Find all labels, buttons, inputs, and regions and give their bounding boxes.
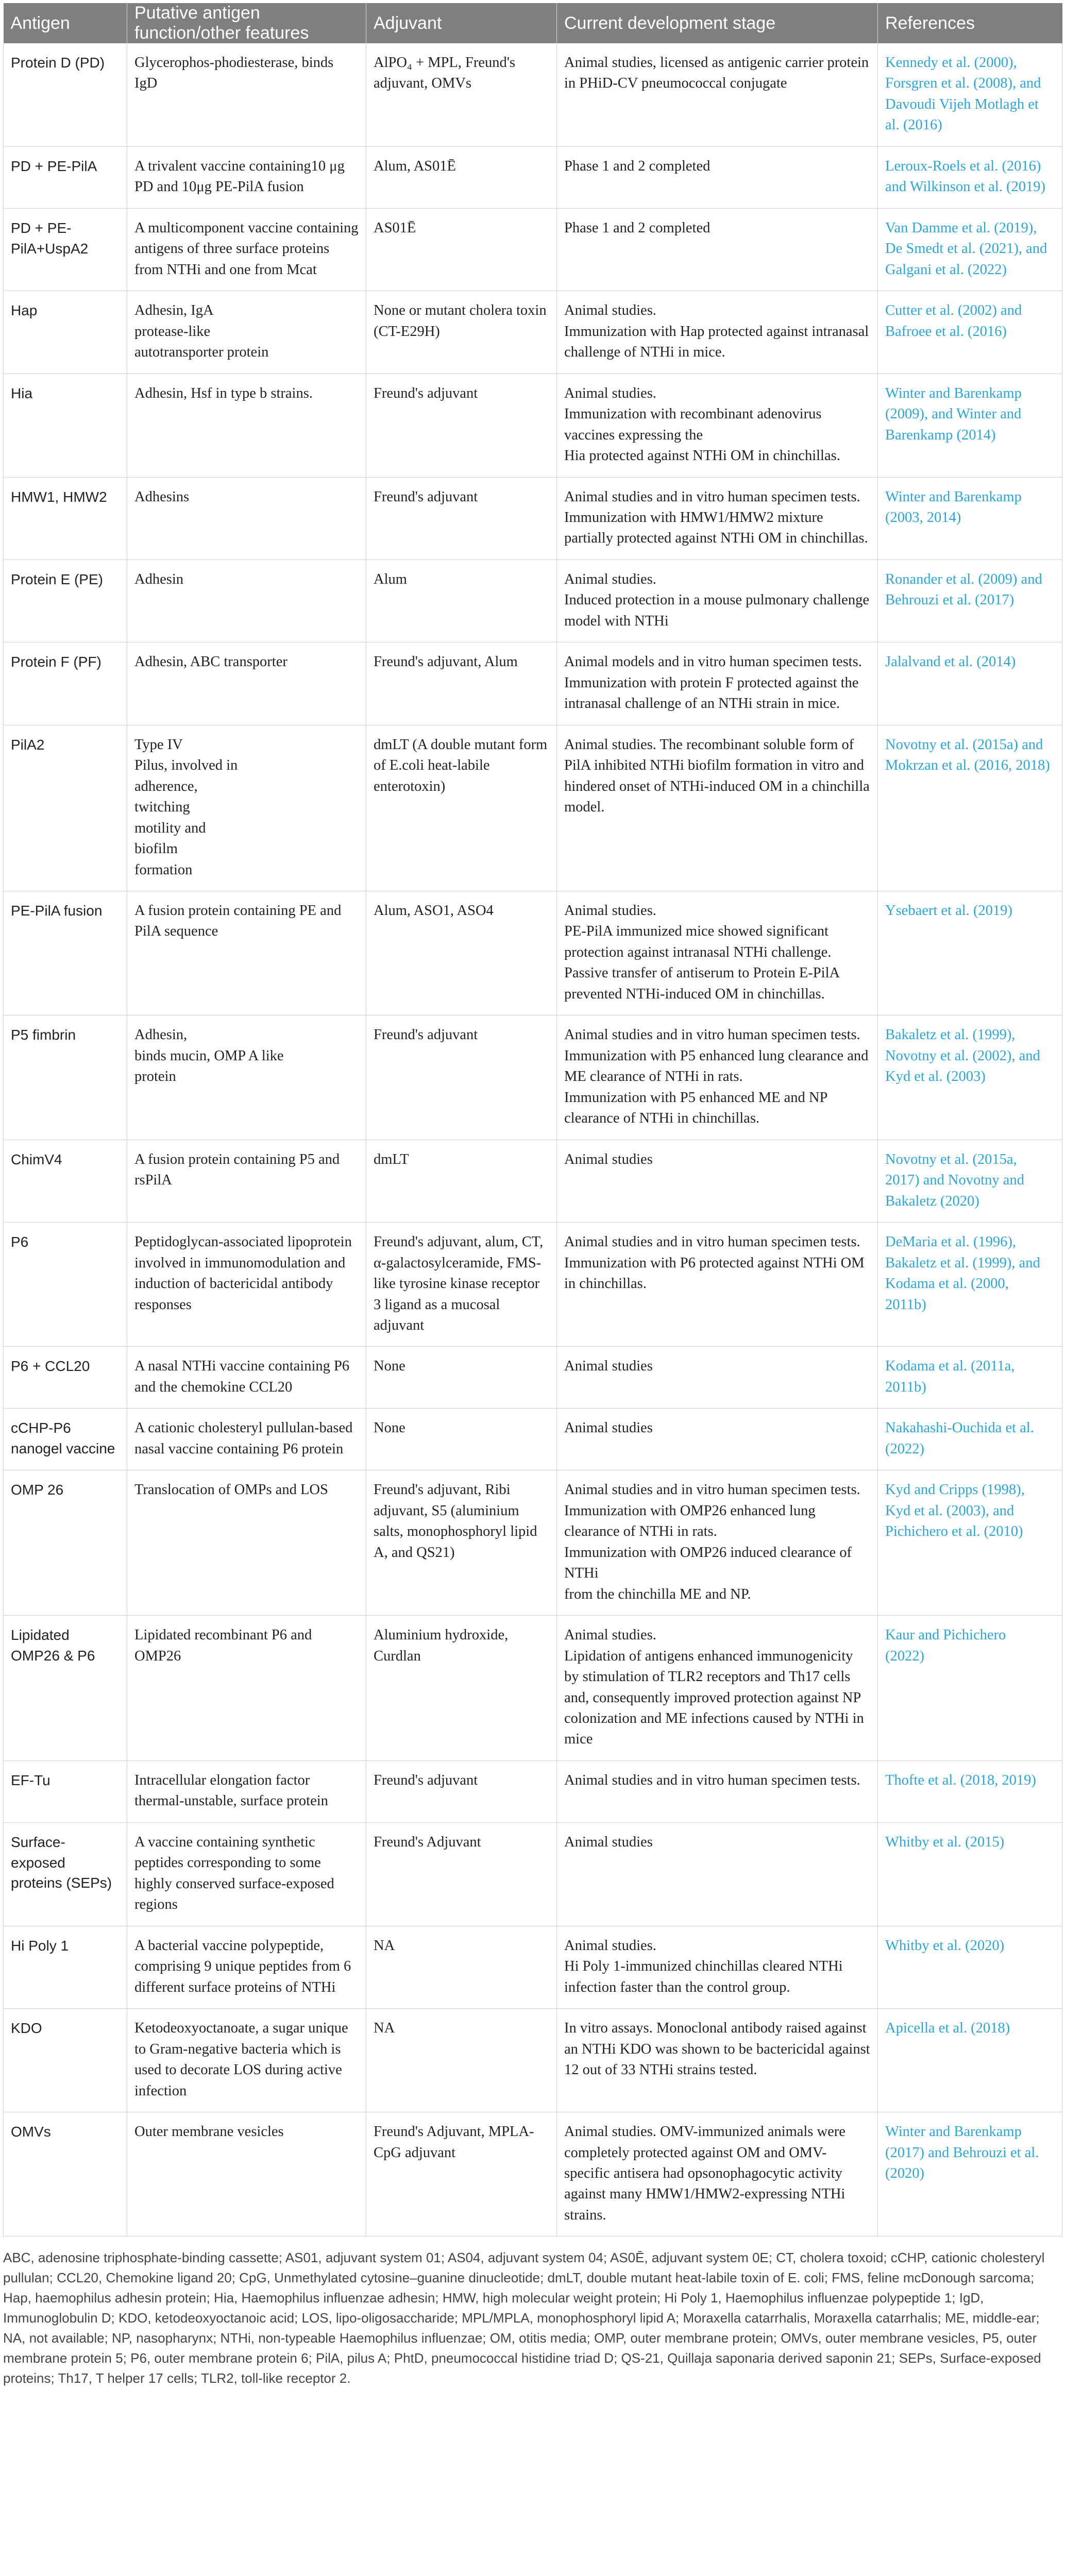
cell-references[interactable] bbox=[878, 1223, 1062, 1347]
cell-function bbox=[127, 1822, 366, 1926]
cell-stage bbox=[557, 146, 878, 208]
reference-link[interactable]: Whitby et al. (2015) bbox=[885, 1834, 1005, 1850]
cell-antigen: EF-Tu bbox=[4, 1760, 127, 1822]
reference-link[interactable]: Kennedy et al. (2000), bbox=[885, 55, 1017, 71]
reference-link[interactable]: Kyd et al. (2003), and bbox=[885, 1502, 1015, 1519]
cell-function-line: A fusion protein containing PE and PilA sequence bbox=[134, 903, 342, 940]
cell-adjuvant bbox=[366, 1140, 557, 1222]
cell-function-line: motility and bbox=[134, 820, 206, 836]
header-function: Putative antigen function/other features bbox=[127, 3, 366, 43]
cell-references[interactable] bbox=[878, 146, 1062, 208]
cell-stage-line: Animal studies and in vitro human specimen tests. bbox=[564, 1027, 860, 1043]
reference-link[interactable]: Bakaletz et al. (1999), bbox=[885, 1027, 1016, 1043]
cell-adjuvant-line: Freund's adjuvant bbox=[374, 385, 478, 401]
cell-adjuvant-line: NA bbox=[374, 2020, 395, 2037]
cell-stage bbox=[557, 1760, 878, 1822]
cell-antigen: Protein D (PD) bbox=[4, 43, 127, 146]
cell-function-line: A bacterial vaccine polypeptide, comprising 9 unique peptides from 6 different surface proteins of NTHi bbox=[134, 1937, 351, 1995]
cell-antigen: P5 fimbrin bbox=[4, 1015, 127, 1140]
cell-references[interactable] bbox=[878, 374, 1062, 477]
cell-function-line: A fusion protein containing P5 and rsPilA bbox=[134, 1151, 340, 1189]
table-row bbox=[4, 1015, 1062, 1140]
reference-link[interactable]: Winter and Barenkamp bbox=[885, 2124, 1022, 2140]
cell-stage bbox=[557, 1347, 878, 1409]
reference-link[interactable]: Cutter et al. (2002) and bbox=[885, 302, 1022, 319]
cell-stage-line: Immunization with Hap protected against intranasal challenge of NTHi in mice. bbox=[564, 323, 869, 361]
cell-references[interactable] bbox=[878, 1140, 1062, 1222]
cell-stage-line: Phase 1 and 2 completed bbox=[564, 219, 711, 236]
header-stage: Current development stage bbox=[557, 3, 878, 43]
cell-stage bbox=[557, 1616, 878, 1761]
cell-adjuvant-line: Alum, AS01Ē bbox=[374, 158, 456, 174]
cell-adjuvant bbox=[366, 291, 557, 374]
cell-antigen: Surface-exposed proteins (SEPs) bbox=[4, 1822, 127, 1926]
cell-function-line: Adhesin bbox=[134, 571, 183, 587]
cell-function bbox=[127, 725, 366, 891]
reference-link[interactable]: Ronander et al. (2009) and bbox=[885, 571, 1042, 587]
cell-function-line: autotransporter protein bbox=[134, 344, 269, 361]
reference-link[interactable]: Kodama et al. (2000, bbox=[885, 1276, 1009, 1292]
cell-stage-line: Immunization with OMP26 enhanced lung clearance of NTHi in rats. bbox=[564, 1502, 816, 1540]
cell-function bbox=[127, 891, 366, 1015]
cell-references[interactable] bbox=[878, 1470, 1062, 1616]
cell-stage bbox=[557, 374, 878, 477]
cell-function-line: Adhesin, ABC transporter bbox=[134, 654, 288, 670]
cell-adjuvant-line: Freund's adjuvant, alum, CT, α-galactosylceramide, FMS-like tyrosine kinase receptor 3 ligand as a mucosal adjuvant bbox=[374, 1234, 544, 1333]
cell-function bbox=[127, 1926, 366, 2008]
cell-stage-line: Immunization with HMW1/HMW2 mixture partially protected against NTHi OM in chinchillas. bbox=[564, 509, 868, 547]
cell-function-line: adherence, bbox=[134, 778, 198, 794]
cell-stage-line: Animal studies bbox=[564, 1358, 653, 1375]
cell-references[interactable] bbox=[878, 477, 1062, 560]
cell-stage-line: PE-PilA immunized mice showed significant protection against intranasal NTHi challenge. bbox=[564, 923, 832, 960]
cell-adjuvant bbox=[366, 1616, 557, 1761]
cell-stage bbox=[557, 725, 878, 891]
cell-stage-line: Animal studies. The recombinant soluble form of PilA inhibited NTHi biofilm formation in vitro and hindered onset of NTHi-induced OM in a chinchilla model. bbox=[564, 736, 870, 816]
cell-references[interactable] bbox=[878, 1616, 1062, 1761]
cell-function bbox=[127, 642, 366, 725]
cell-function-line: A vaccine containing synthetic peptides corresponding to some highly conserved surface-exposed regions bbox=[134, 1834, 334, 1913]
cell-stage-line: Animal studies. bbox=[564, 1627, 656, 1643]
reference-link[interactable]: Kyd and Cripps (1998), bbox=[885, 1482, 1025, 1498]
cell-stage-line: Animal studies and in vitro human specimen tests. bbox=[564, 1772, 860, 1788]
cell-stage bbox=[557, 2112, 878, 2236]
cell-function-line: Translocation of OMPs and LOS bbox=[134, 1482, 328, 1498]
cell-function-line: Pilus, involved in bbox=[134, 757, 238, 774]
reference-link[interactable]: Nakahashi-Ouchida et al. bbox=[885, 1420, 1034, 1436]
reference-link[interactable]: DeMaria et al. (1996), bbox=[885, 1234, 1017, 1250]
reference-link[interactable]: Kyd et al. (2003) bbox=[885, 1069, 986, 1085]
cell-function bbox=[127, 291, 366, 374]
cell-references[interactable] bbox=[878, 560, 1062, 642]
antigen-table bbox=[3, 3, 1062, 2236]
table-row bbox=[4, 1140, 1062, 1222]
cell-stage-line: Immunization with recombinant adenovirus vaccines expressing the bbox=[564, 406, 822, 443]
table-row bbox=[4, 1409, 1062, 1470]
cell-adjuvant-line: dmLT (A double mutant form of E.coli heat-labile enterotoxin) bbox=[374, 736, 548, 794]
cell-adjuvant-line: None or mutant cholera toxin (CT-E29H) bbox=[374, 302, 547, 340]
table-row bbox=[4, 2009, 1062, 2112]
cell-function-line: A trivalent vaccine containing10 μg PD and 10μg PE-PilA fusion bbox=[134, 158, 345, 195]
cell-antigen: Hi Poly 1 bbox=[4, 1926, 127, 2008]
cell-adjuvant-line: Aluminium hydroxide, Curdlan bbox=[374, 1627, 509, 1664]
cell-stage-line: Induced protection in a mouse pulmonary challenge model with NTHi bbox=[564, 592, 869, 629]
cell-function-line: twitching bbox=[134, 799, 190, 816]
cell-antigen: Protein F (PF) bbox=[4, 642, 127, 725]
cell-function bbox=[127, 1347, 366, 1409]
cell-stage bbox=[557, 1926, 878, 2008]
cell-stage bbox=[557, 291, 878, 374]
reference-link[interactable]: Van Damme et al. (2019), bbox=[885, 219, 1037, 236]
cell-stage bbox=[557, 43, 878, 146]
reference-link[interactable]: (2020) bbox=[885, 2165, 924, 2181]
reference-link[interactable]: De Smedt et al. (2021), and bbox=[885, 241, 1047, 257]
table-row bbox=[4, 1822, 1062, 1926]
cell-stage-line: Animal studies. bbox=[564, 903, 656, 919]
cell-stage-line: Animal studies bbox=[564, 1151, 653, 1167]
cell-references[interactable] bbox=[878, 1347, 1062, 1409]
cell-stage-line: Animal studies, licensed as antigenic carrier protein in PHiD-CV pneumococcal conjugate bbox=[564, 55, 869, 92]
reference-link[interactable]: Bakaletz et al. (1999), and bbox=[885, 1255, 1040, 1271]
cell-function bbox=[127, 1470, 366, 1616]
cell-stage bbox=[557, 1470, 878, 1616]
cell-stage-line: Immunization with P6 protected against NTHi OM in chinchillas. bbox=[564, 1255, 865, 1292]
cell-antigen: KDO bbox=[4, 2009, 127, 2112]
cell-references[interactable] bbox=[878, 642, 1062, 725]
cell-adjuvant bbox=[366, 208, 557, 291]
cell-function bbox=[127, 1616, 366, 1761]
table-row bbox=[4, 1760, 1062, 1822]
cell-adjuvant bbox=[366, 1015, 557, 1140]
cell-function-line: A nasal NTHi vaccine containing P6 and the chemokine CCL20 bbox=[134, 1358, 350, 1395]
reference-link[interactable]: Bafroee et al. (2016) bbox=[885, 323, 1007, 340]
cell-function-line: Adhesins bbox=[134, 488, 190, 505]
table-row bbox=[4, 560, 1062, 642]
cell-stage-line: Animal studies and in vitro human specimen tests. bbox=[564, 1482, 860, 1498]
cell-function bbox=[127, 1409, 366, 1470]
cell-adjuvant-line: Alum bbox=[374, 571, 407, 587]
table-row bbox=[4, 1223, 1062, 1347]
cell-stage bbox=[557, 642, 878, 725]
cell-antigen: PD + PE-PilA+UspA2 bbox=[4, 208, 127, 291]
reference-link[interactable]: (2022) bbox=[885, 1648, 924, 1664]
table-row bbox=[4, 291, 1062, 374]
cell-stage-line: Hia protected against NTHi OM in chinchillas. bbox=[564, 448, 840, 464]
cell-adjuvant-line: Freund's adjuvant bbox=[374, 488, 478, 505]
cell-antigen: Lipidated OMP26 & P6 bbox=[4, 1616, 127, 1761]
reference-link[interactable]: (2017) and Behrouzi et al. bbox=[885, 2144, 1039, 2161]
table-row bbox=[4, 374, 1062, 477]
table-footnote: ABC, adenosine triphosphate-binding cassette; AS01, adjuvant system 01; AS04, adjuvant system 04; AS0Ē, adjuvant system 0E; CT, cholera toxoid; cCHP, cationic cholesteryl pullulan; CCL20, Chemokine ligand 20; CpG, Unmethylated cytosine–guanine dinucleotide; dmLT, double mutant heat-labile toxin of E. coli; FMS, feline mcDonough sarcoma; Hap, haemophilus adhesin protein; Hia, Haemophilus influenzae adhesin; HMW, high molecular weight protein; Hi Poly 1, Haemophilus influenzae polypeptide 1; IgD, Immunoglobulin D; KDO, ketodeoxyoctanoic acid; LOS, lipo-oligosaccharide; MPL/MPLA, monophosphoryl lipid A; Moraxella catarrhalis, Moraxella catarrhalis; ME, middle-ear; NA, not available; NP, nasopharynx; NTHi, non-typeable Haemophilus influenzae; OM, otitis media; OMP, outer membrane protein; OMVs, outer membrane vesicles, P5, outer membrane protein 5; P6, outer membrane protein 6; PilA, pilus A; PhtD, pneumococcal histidine triad D; QS-21, Quillaja saponaria derived saponin 21; SEPs, Surface-exposed proteins; Th17, T helper 17 cells; TLR2, toll-like receptor 2. bbox=[3, 2250, 1045, 2386]
table-row bbox=[4, 1616, 1062, 1761]
cell-adjuvant bbox=[366, 891, 557, 1015]
cell-stage bbox=[557, 1140, 878, 1222]
cell-adjuvant bbox=[366, 2009, 557, 2112]
cell-stage-line: Hi Poly 1-immunized chinchillas cleared NTHi infection faster than the control group. bbox=[564, 1958, 843, 1995]
cell-stage bbox=[557, 477, 878, 560]
reference-link[interactable]: Kaur and Pichichero bbox=[885, 1627, 1006, 1643]
cell-stage-line: from the chinchilla ME and NP. bbox=[564, 1586, 751, 1602]
cell-adjuvant-line: Freund's adjuvant bbox=[374, 1027, 478, 1043]
cell-stage-line: Animal studies and in vitro human specimen tests. bbox=[564, 488, 860, 505]
table-row bbox=[4, 891, 1062, 1015]
reference-link[interactable]: Novotny et al. (2015a, bbox=[885, 1151, 1017, 1167]
cell-references[interactable] bbox=[878, 2009, 1062, 2112]
header-antigen: Antigen bbox=[4, 3, 127, 43]
cell-stage-line: Immunization with protein F protected against the intranasal challenge of an NTHi strain in mice. bbox=[564, 674, 859, 712]
cell-adjuvant-line: Freund's adjuvant bbox=[374, 1772, 478, 1788]
cell-adjuvant-line: Freund's Adjuvant, MPLA-CpG adjuvant bbox=[374, 2124, 534, 2161]
table-row bbox=[4, 1470, 1062, 1616]
cell-references[interactable] bbox=[878, 1822, 1062, 1926]
reference-link[interactable]: Forsgren et al. (2008), and bbox=[885, 75, 1041, 92]
cell-stage bbox=[557, 891, 878, 1015]
cell-references[interactable] bbox=[878, 1760, 1062, 1822]
cell-antigen: Hia bbox=[4, 374, 127, 477]
table-container bbox=[3, 3, 1062, 2388]
cell-stage-line: Immunization with P5 enhanced ME and NP clearance of NTHi in chinchillas. bbox=[564, 1089, 827, 1127]
cell-function-line: A cationic cholesteryl pullulan-based nasal vaccine containing P6 protein bbox=[134, 1420, 353, 1457]
cell-function-line: formation bbox=[134, 861, 193, 878]
cell-function-line: Adhesin, IgA bbox=[134, 302, 214, 319]
cell-antigen: cCHP-P6 nanogel vaccine bbox=[4, 1409, 127, 1470]
cell-function-line: A multicomponent vaccine containing antigens of three surface proteins from NTHi and one from Mcat bbox=[134, 219, 359, 278]
reference-link[interactable]: Jalalvand et al. (2014) bbox=[885, 654, 1016, 670]
cell-function-line: biofilm bbox=[134, 841, 178, 857]
cell-adjuvant-line: Alum, ASO1, ASO4 bbox=[374, 903, 494, 919]
cell-adjuvant bbox=[366, 2112, 557, 2236]
cell-stage-line: Animal studies bbox=[564, 1834, 653, 1850]
cell-adjuvant-line: Freund's adjuvant, Ribi adjuvant, S5 (aluminium salts, monophosphoryl lipid A, and QS21) bbox=[374, 1482, 537, 1561]
reference-link[interactable]: Bakaletz (2020) bbox=[885, 1193, 979, 1209]
cell-adjuvant-line: dmLT bbox=[374, 1151, 409, 1167]
table-row bbox=[4, 2112, 1062, 2236]
cell-adjuvant-line: None bbox=[374, 1358, 405, 1375]
cell-adjuvant bbox=[366, 1822, 557, 1926]
cell-function-line: Glycerophos-phodiesterase, binds IgD bbox=[134, 55, 334, 92]
cell-adjuvant-line: Freund's adjuvant, Alum bbox=[374, 654, 518, 670]
cell-function-line: Peptidoglycan-associated lipoprotein involved in immunomodulation and induction of bactericidal antibody responses bbox=[134, 1234, 352, 1313]
cell-function-line: Intracellular elongation factor thermal-unstable, surface protein bbox=[134, 1772, 328, 1809]
cell-antigen: P6 + CCL20 bbox=[4, 1347, 127, 1409]
reference-link[interactable]: Winter and Barenkamp bbox=[885, 488, 1022, 505]
reference-link[interactable]: and Wilkinson et al. (2019) bbox=[885, 179, 1045, 195]
cell-adjuvant bbox=[366, 1223, 557, 1347]
cell-adjuvant bbox=[366, 146, 557, 208]
cell-antigen: Protein E (PE) bbox=[4, 560, 127, 642]
cell-adjuvant-line: AlPO₄ + MPL, Freund's adjuvant, OMVs bbox=[374, 55, 516, 92]
header-adjuvant: Adjuvant bbox=[366, 3, 557, 43]
cell-function bbox=[127, 1760, 366, 1822]
reference-link[interactable]: Whitby et al. (2020) bbox=[885, 1937, 1005, 1954]
cell-antigen: PD + PE-PilA bbox=[4, 146, 127, 208]
cell-antigen: PE-PilA fusion bbox=[4, 891, 127, 1015]
cell-antigen: HMW1, HMW2 bbox=[4, 477, 127, 560]
reference-link[interactable]: 2011b) bbox=[885, 1379, 926, 1395]
cell-function-line: Outer membrane vesicles bbox=[134, 2124, 284, 2140]
cell-function-line: Adhesin, Hsf in type b strains. bbox=[134, 385, 313, 401]
reference-link[interactable]: Apicella et al. (2018) bbox=[885, 2020, 1010, 2037]
cell-adjuvant bbox=[366, 1347, 557, 1409]
cell-adjuvant bbox=[366, 374, 557, 477]
cell-function bbox=[127, 560, 366, 642]
cell-references[interactable] bbox=[878, 1926, 1062, 2008]
reference-link[interactable]: Leroux-Roels et al. (2016) bbox=[885, 158, 1041, 174]
header-row bbox=[4, 3, 1062, 43]
table-row bbox=[4, 1926, 1062, 2008]
cell-references[interactable] bbox=[878, 725, 1062, 891]
cell-function bbox=[127, 146, 366, 208]
reference-link[interactable]: Thofte et al. (2018, 2019) bbox=[885, 1772, 1036, 1788]
cell-function bbox=[127, 1015, 366, 1140]
cell-references[interactable] bbox=[878, 1409, 1062, 1470]
reference-link[interactable]: Novotny et al. (2002), and bbox=[885, 1047, 1040, 1064]
cell-function-line: Lipidated recombinant P6 and OMP26 bbox=[134, 1627, 312, 1664]
cell-stage bbox=[557, 1822, 878, 1926]
reference-link[interactable]: Mokrzan et al. (2016, 2018) bbox=[885, 757, 1050, 774]
cell-adjuvant bbox=[366, 725, 557, 891]
cell-stage-line: Animal studies and in vitro human specimen tests. bbox=[564, 1234, 860, 1250]
cell-references[interactable] bbox=[878, 2112, 1062, 2236]
cell-antigen: Hap bbox=[4, 291, 127, 374]
cell-antigen: OMP 26 bbox=[4, 1470, 127, 1616]
cell-stage bbox=[557, 1015, 878, 1140]
table-row bbox=[4, 1347, 1062, 1409]
cell-antigen: OMVs bbox=[4, 2112, 127, 2236]
table-row bbox=[4, 477, 1062, 560]
reference-link[interactable]: Galgani et al. (2022) bbox=[885, 261, 1007, 278]
cell-stage bbox=[557, 1409, 878, 1470]
cell-stage-line: Animal studies. bbox=[564, 302, 656, 319]
cell-adjuvant bbox=[366, 1760, 557, 1822]
cell-stage-line: Immunization with OMP26 induced clearance of NTHi bbox=[564, 1544, 852, 1582]
cell-function bbox=[127, 477, 366, 560]
cell-adjuvant-line: AS01Ē bbox=[374, 219, 416, 236]
reference-link[interactable]: 2017) and Novotny and bbox=[885, 1172, 1024, 1189]
cell-function-line: Adhesin, bbox=[134, 1027, 188, 1043]
cell-stage-line: Lipidation of antigens enhanced immunogenicity by stimulation of TLR2 receptors and Th17 cells and, consequently improved protection against NP colonization and ME infections caused by NTHi in mice bbox=[564, 1648, 864, 1748]
cell-function-line: protease-like bbox=[134, 323, 211, 340]
cell-stage-line: Animal studies. bbox=[564, 385, 656, 401]
cell-function bbox=[127, 208, 366, 291]
cell-function bbox=[127, 2009, 366, 2112]
cell-adjuvant bbox=[366, 1409, 557, 1470]
cell-adjuvant bbox=[366, 560, 557, 642]
reference-link[interactable]: Barenkamp (2014) bbox=[885, 427, 996, 443]
cell-adjuvant bbox=[366, 1926, 557, 2008]
reference-link[interactable]: Ysebaert et al. (2019) bbox=[885, 903, 1012, 919]
cell-function bbox=[127, 374, 366, 477]
cell-stage-line: Immunization with P5 enhanced lung clearance and ME clearance of NTHi in rats. bbox=[564, 1047, 869, 1085]
cell-stage-line: Animal models and in vitro human specimen tests. bbox=[564, 654, 862, 670]
table-body bbox=[4, 43, 1062, 2236]
cell-adjuvant-line: None bbox=[374, 1420, 405, 1436]
cell-stage-line: In vitro assays. Monoclonal antibody raised against an NTHi KDO was shown to be bactericidal against 12 out of 33 NTHi strains tested. bbox=[564, 2020, 870, 2078]
cell-stage bbox=[557, 1223, 878, 1347]
cell-adjuvant-line: Freund's Adjuvant bbox=[374, 1834, 481, 1850]
reference-link[interactable]: Behrouzi et al. (2017) bbox=[885, 592, 1015, 608]
table-row bbox=[4, 642, 1062, 725]
cell-adjuvant-line: NA bbox=[374, 1937, 395, 1954]
cell-function bbox=[127, 1223, 366, 1347]
cell-stage-line: Phase 1 and 2 completed bbox=[564, 158, 711, 174]
cell-function-line: Ketodeoxyoctanoate, a sugar unique to Gram-negative bacteria which is used to decorate LOS during active infection bbox=[134, 2020, 348, 2099]
cell-references[interactable] bbox=[878, 208, 1062, 291]
cell-adjuvant bbox=[366, 642, 557, 725]
cell-antigen: PilA2 bbox=[4, 725, 127, 891]
table-row bbox=[4, 208, 1062, 291]
cell-adjuvant bbox=[366, 477, 557, 560]
cell-references[interactable] bbox=[878, 891, 1062, 1015]
reference-link[interactable]: Pichichero et al. (2010) bbox=[885, 1523, 1023, 1540]
cell-function-line: Type IV bbox=[134, 736, 183, 753]
table-row bbox=[4, 146, 1062, 208]
cell-stage-line: Animal studies. bbox=[564, 1937, 656, 1954]
cell-function-line: protein bbox=[134, 1069, 176, 1085]
reference-link[interactable]: Davoudi Vijeh Motlagh et al. (2016) bbox=[885, 96, 1039, 133]
cell-adjuvant bbox=[366, 1470, 557, 1616]
cell-function bbox=[127, 43, 366, 146]
cell-stage-line: Animal studies bbox=[564, 1420, 653, 1436]
cell-stage-line: Animal studies. OMV-immunized animals were completely protected against OM and OMV-specific antisera had opsonophagocytic activity against many HMW1/HMW2-expressing NTHi strains. bbox=[564, 2124, 846, 2223]
cell-stage bbox=[557, 2009, 878, 2112]
cell-antigen: P6 bbox=[4, 1223, 127, 1347]
reference-link[interactable]: (2009), and Winter and bbox=[885, 406, 1022, 422]
cell-antigen: ChimV4 bbox=[4, 1140, 127, 1222]
reference-link[interactable]: (2003, 2014) bbox=[885, 509, 961, 526]
cell-references[interactable] bbox=[878, 291, 1062, 374]
cell-stage-line: Animal studies. bbox=[564, 571, 656, 587]
cell-stage bbox=[557, 560, 878, 642]
header-references: References bbox=[878, 3, 1062, 43]
cell-function bbox=[127, 2112, 366, 2236]
reference-link[interactable]: 2011b) bbox=[885, 1296, 926, 1313]
table-row bbox=[4, 43, 1062, 146]
table-row bbox=[4, 725, 1062, 891]
reference-link[interactable]: Kodama et al. (2011a, bbox=[885, 1358, 1015, 1375]
cell-function-line: binds mucin, OMP A like bbox=[134, 1047, 284, 1064]
cell-references[interactable] bbox=[878, 43, 1062, 146]
reference-link[interactable]: (2022) bbox=[885, 1440, 924, 1457]
reference-link[interactable]: Winter and Barenkamp bbox=[885, 385, 1022, 401]
reference-link[interactable]: Novotny et al. (2015a) and bbox=[885, 736, 1043, 753]
cell-adjuvant bbox=[366, 43, 557, 146]
cell-function bbox=[127, 1140, 366, 1222]
cell-stage-line: Passive transfer of antiserum to Protein E-PilA prevented NTHi-induced OM in chinchillas. bbox=[564, 965, 839, 1002]
cell-references[interactable] bbox=[878, 1015, 1062, 1140]
cell-stage bbox=[557, 208, 878, 291]
